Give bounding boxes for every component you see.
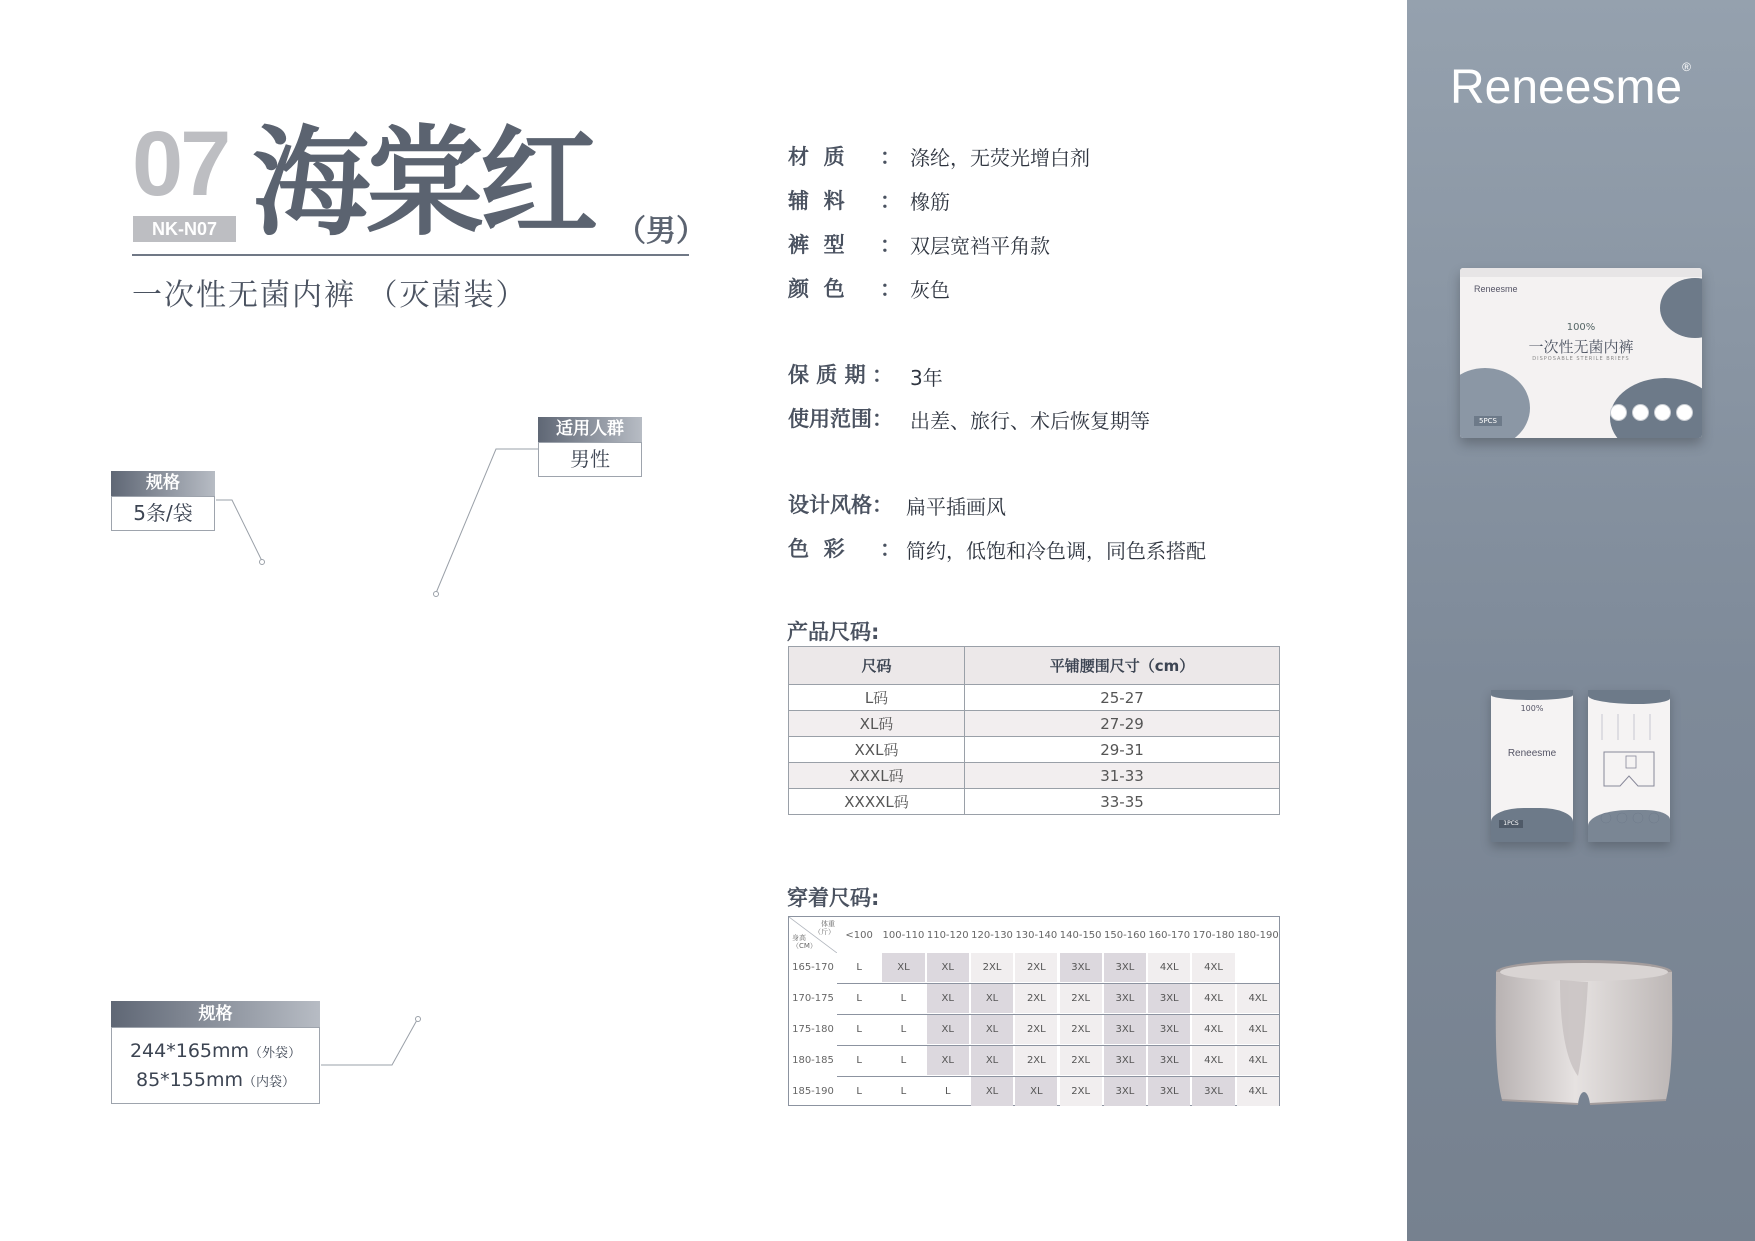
table-row [789,763,1280,789]
wear-row-divider [837,1014,1280,1015]
wear-size-cell: L [900,993,907,1004]
wear-height-label: 185-190 [792,1086,834,1097]
callout-audience-value: 男性 [538,442,642,477]
spec-label-material: 材 质 [788,145,845,169]
brand-logo [1450,60,1691,115]
spec-label-accessory: 辅 料 [788,189,845,213]
wear-size-cell [1237,953,1279,982]
dimension-inner-note: （内袋） [242,1075,295,1090]
wear-size-cell: 2XL [971,953,1013,982]
spec-value-design-style: 扁平插画风 [906,495,1006,519]
spec-value-accessory: 橡筋 [910,190,950,214]
callout-audience-label: 适用人群 [538,417,642,442]
callout-dimensions-label: 规格 [111,1001,320,1027]
wear-size-cell: XL [971,984,1013,1013]
spec-colon: ： [880,277,901,301]
callout-spec-count [111,471,215,531]
spec-label-usage: 使用范围 [788,407,872,431]
wear-size-cell: L [900,1086,907,1097]
product-number: 07 [132,113,229,215]
packet-brand: Reneesme [1507,748,1557,759]
bag-zipper [1460,268,1702,277]
spec-label-shelf-life: 保 质 期 [788,363,866,387]
wear-size-cell: 2XL [1015,1046,1057,1075]
wear-size-cell: 4XL [1237,1077,1279,1106]
spec-colon: ： [880,233,901,257]
size-table [788,646,1280,815]
wear-corner [789,917,837,953]
wear-size-cell: 3XL [1104,984,1146,1013]
size-table-header-row [789,647,1280,685]
wear-weight-header: 100-110 [882,929,925,941]
wear-size-cell: 4XL [1148,953,1190,982]
dimension-outer-row [112,1038,319,1067]
wear-size-cell: XL [927,984,969,1013]
wear-corner-height: 身高（CM） [792,934,817,950]
wear-size-cell: L [856,1024,862,1035]
bag-line2: 一次性无菌内裤 [1528,338,1634,356]
wear-row-divider [837,983,1280,984]
wear-size-cell: 2XL [1060,1015,1102,1044]
wear-size-cell: 2XL [1015,1015,1057,1044]
bag-feature-icon [1632,404,1649,421]
table-row [789,789,1280,815]
size-cell: XXXL码 [789,763,965,789]
packet-back-image [1588,690,1670,842]
wear-weight-header: <100 [845,929,873,941]
callout-audience [538,417,642,477]
bag-brand: Reneesme [1474,284,1518,294]
callout-spec-count-label: 规格 [111,471,215,496]
spec-value-usage: 出差、旅行、术后恢复期等 [910,409,1150,433]
spec-colon: ： [872,407,893,431]
wear-table [788,916,1280,1106]
wear-size-cell: 3XL [1192,1077,1234,1106]
wear-size-cell: 4XL [1192,1015,1234,1044]
spec-label-design-style: 设计风格 [788,493,872,517]
wear-table-title: 穿着尺码: [787,886,880,910]
table-row [789,737,1280,763]
wear-corner-weight: 体重（斤） [814,920,835,936]
wear-row-divider [837,1045,1280,1046]
bag-feature-icon [1610,404,1627,421]
spec-colon: ： [880,189,901,213]
wear-size-cell: 2XL [1060,1077,1102,1106]
wear-size-cell: XL [971,1077,1013,1106]
packet-top-band [1491,690,1573,700]
spec-value-color: 灰色 [910,278,950,302]
wear-size-cell: 4XL [1237,1046,1279,1075]
product-code: NK-N07 [133,216,236,242]
waist-cell: 29-31 [965,737,1280,763]
dimension-inner-row [112,1067,319,1096]
wear-size-cell: XL [927,1046,969,1075]
registered-mark: ® [1682,60,1691,74]
waist-cell: 31-33 [965,763,1280,789]
package-bag-image [1460,268,1702,438]
wear-size-cell: L [900,1024,907,1035]
wear-size-cell: 2XL [1015,953,1057,982]
size-header-size: 尺码 [789,647,965,685]
product-title: 海棠红 [252,114,595,252]
wear-size-cell: XL [971,1046,1013,1075]
wear-size-cell: L [856,1055,862,1066]
size-cell: XXL码 [789,737,965,763]
wear-weight-header: 110-120 [926,929,969,941]
wear-size-cell: L [856,1086,862,1097]
spec-colon: ： [872,493,893,517]
dimension-outer-note: （外袋） [249,1046,302,1061]
product-subtitle: 一次性无菌内裤 （灭菌装） [132,278,528,313]
wear-size-cell: 2XL [1060,984,1102,1013]
bag-feature-icon [1676,404,1693,421]
spec-value-cut: 双层宽裆平角款 [910,234,1050,258]
wear-size-cell: XL [882,953,924,982]
wear-size-cell: 3XL [1148,1015,1190,1044]
spec-label-palette: 色 彩 [788,537,845,561]
size-cell: XXXXL码 [789,789,965,815]
wear-size-cell: L [900,1055,907,1066]
packet-top-text: 100% [1520,704,1544,713]
wear-height-label: 165-170 [792,962,834,973]
bag-cloud-decoration [1460,368,1530,438]
wear-size-cell: 4XL [1192,953,1234,982]
wear-size-cell: 2XL [1015,984,1057,1013]
wear-size-cell: 3XL [1104,1015,1146,1044]
wear-size-cell: 3XL [1104,953,1146,982]
wear-weight-header: 120-130 [971,929,1013,941]
title-divider [132,254,689,256]
spec-colon: ： [872,363,893,387]
wear-size-cell: 3XL [1104,1077,1146,1106]
wear-size-cell: 3XL [1060,953,1102,982]
wear-weight-header: 180-190 [1236,929,1279,941]
bag-line1: 100% [1566,322,1596,333]
callout-spec-count-value: 5条/袋 [111,496,215,531]
bag-qty: 5PCS [1474,416,1502,426]
product-gender: （男） [616,214,706,249]
wear-size-cell: L [856,962,862,973]
size-header-waist: 平铺腰围尺寸（cm） [965,647,1280,685]
size-cell: XL码 [789,711,965,737]
wear-size-cell: 4XL [1237,1015,1279,1044]
wear-size-cell: L [856,993,862,1004]
bag-feature-icon [1654,404,1671,421]
wear-size-cell: 4XL [1192,984,1234,1013]
wear-size-cell: 3XL [1148,1046,1190,1075]
spec-value-shelf-life: 3年 [910,366,943,390]
brand-name: Reneesme [1450,61,1683,114]
wear-weight-header: 140-150 [1059,929,1102,941]
packet-qty: 1PCS [1499,820,1523,828]
wear-size-cell: XL [927,953,969,982]
spec-value-material: 涤纶，无荧光增白剂 [910,146,1090,170]
wear-size-cell: XL [927,1015,969,1044]
wear-size-cell: 3XL [1148,1077,1190,1106]
dimension-inner: 85*155mm [136,1069,243,1091]
spec-colon: ： [880,537,901,561]
wear-size-cell: L [944,1086,951,1097]
wear-row-divider [837,1076,1280,1077]
size-cell: L码 [789,685,965,711]
packet-front-image [1491,690,1573,842]
wear-size-cell: 3XL [1104,1046,1146,1075]
wear-size-cell: 4XL [1192,1046,1234,1075]
wear-size-cell: 4XL [1237,984,1279,1013]
dimension-outer: 244*165mm [129,1040,250,1062]
waist-cell: 25-27 [965,685,1280,711]
spec-colon: ： [880,145,901,169]
size-table-title: 产品尺码: [787,620,880,644]
callout-dimensions [111,1001,320,1104]
wear-size-cell: XL [971,1015,1013,1044]
wear-size-cell: 3XL [1148,984,1190,1013]
waist-cell: 33-35 [965,789,1280,815]
wear-size-cell: XL [1015,1077,1057,1106]
boxer-shorts-image [1490,958,1678,1108]
wear-weight-header: 170-180 [1192,929,1235,941]
table-row [789,685,1280,711]
packet-bottom-band [1588,810,1670,842]
wear-weight-header: 130-140 [1015,929,1058,941]
bag-line3: DISPOSABLE STERILE BRIEFS [1532,356,1630,362]
wear-height-label: 170-175 [792,993,834,1004]
table-row [789,711,1280,737]
callout-dimensions-body [111,1027,320,1104]
wear-height-label: 175-180 [792,1024,834,1035]
spec-label-color: 颜 色 [788,277,845,301]
wear-size-cell: 2XL [1060,1046,1102,1075]
wear-height-label: 180-185 [792,1055,834,1066]
spec-value-palette: 简约，低饱和冷色调，同色系搭配 [906,539,1206,563]
waist-cell: 27-29 [965,711,1280,737]
spec-label-cut: 裤 型 [788,233,845,257]
wear-weight-header: 160-170 [1148,929,1191,941]
wear-weight-header: 150-160 [1104,929,1146,941]
